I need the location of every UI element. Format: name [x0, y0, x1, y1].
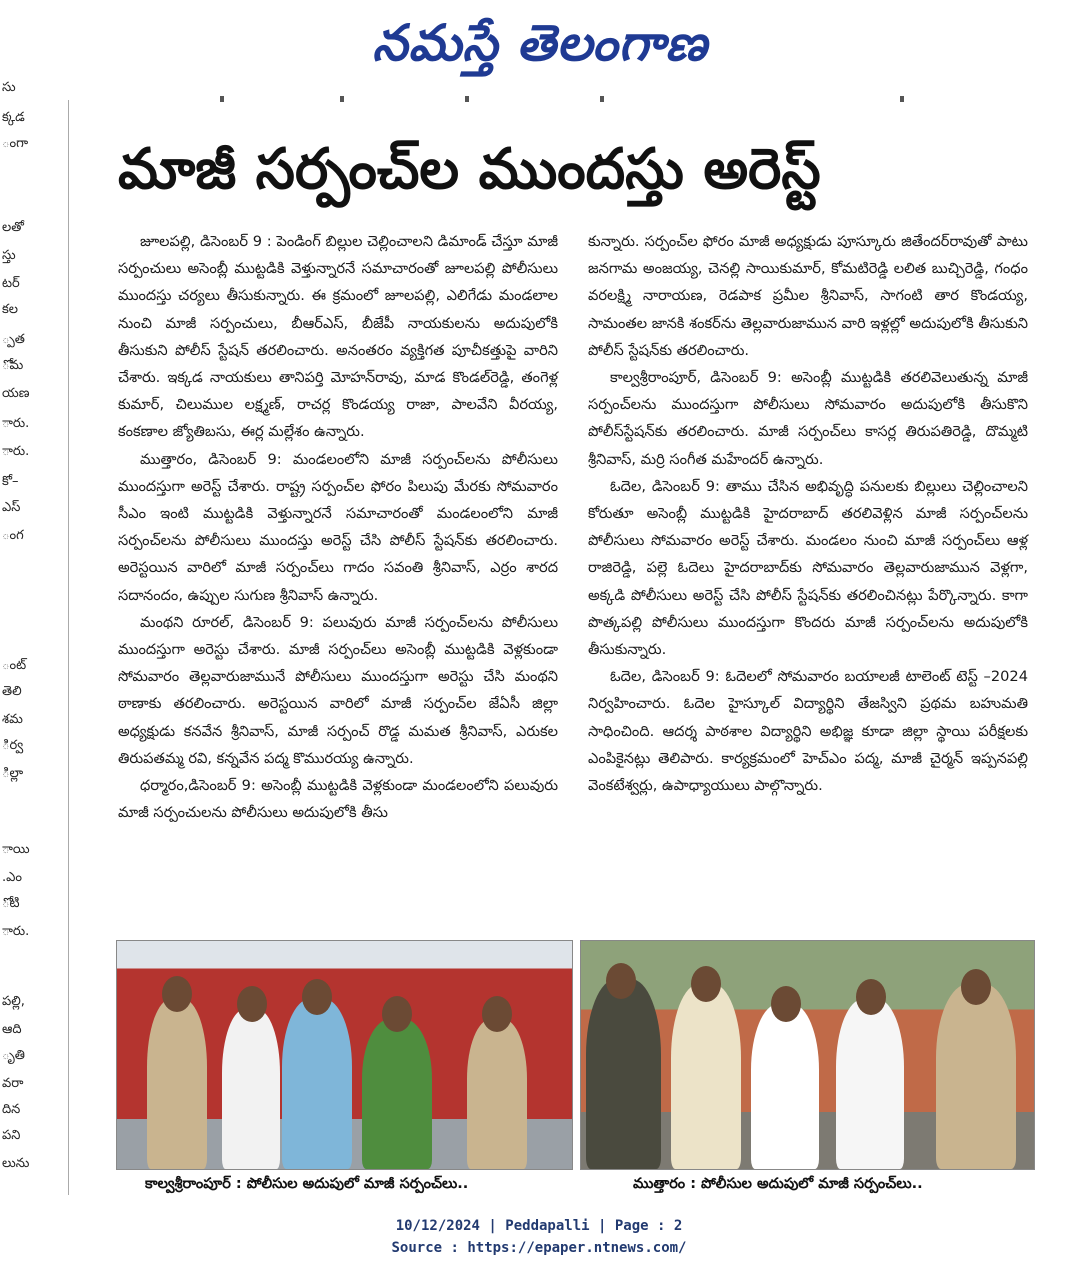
edge-text-fragment: ృతి	[2, 1048, 25, 1063]
edge-text-fragment: కల	[2, 302, 19, 317]
edge-text-fragment: వరా	[2, 1076, 24, 1091]
photo-mutharam	[580, 940, 1035, 1170]
edge-text-fragment: ిర్వ	[2, 738, 24, 753]
edge-text-fragment: స్తు	[2, 248, 16, 263]
article-paragraph: ధర్మారం,డిసెంబర్‌ 9: అసెంబ్లీ ముట్టడికి వెళ్లకుండా మండలంలోని పలువురు మాజీ సర్పంచులను పోలీసులు అదుపులోకి తీసు	[118, 777, 558, 822]
edge-text-fragment: ్పత	[2, 332, 25, 347]
edge-text-fragment: టర్	[2, 276, 20, 291]
article-right-column	[588, 228, 1028, 799]
top-marks	[220, 96, 920, 104]
photo-kalvasrirampur	[116, 940, 573, 1170]
edge-text-fragment: కో–	[2, 474, 19, 489]
edge-text-fragment: క్కడ	[2, 110, 25, 125]
edge-text-fragment: పల్లి,	[2, 994, 25, 1009]
previous-article-edge	[0, 80, 62, 1200]
edge-text-fragment: ారు.	[2, 444, 30, 459]
edge-text-fragment: ంట్	[2, 658, 27, 673]
edge-text-fragment: ఎస్	[2, 500, 21, 515]
article-headline: మాజీ సర్పంచ్‌ల ముందస్తు అరెస్ట్‌	[118, 137, 821, 202]
edge-text-fragment: ఆది	[2, 1022, 22, 1037]
footer-date-page: 10/12/2024 | Peddapalli | Page : 2	[395, 1218, 683, 1234]
edge-text-fragment: ోటి	[2, 896, 20, 911]
edge-text-fragment: .ఎం	[2, 870, 22, 885]
edge-text-fragment: తెలి	[2, 684, 22, 699]
edge-text-fragment: ోమ	[2, 358, 24, 373]
article-paragraph: కున్నారు. సర్పంచ్‌ల ఫోరం మాజీ అధ్యక్షుడు పూస్కూరు జితేందర్‌రావుతో పాటు జనగామ అంజయ్య, చెనల్లి సాయికుమార్‌, కోమటిరెడ్డి లలిత బుచ్చిరెడ్డి, గంధం వరలక్ష్మి నారాయణ, రెడపాక ప్రమీల శ్రీనివాస్‌, సాగంటి తార కొండయ్య, సామంతల జానకి శంకర్‌ను తెల్లవారుజామున వారి ఇళ్లల్లో అదుపులోకి తీసుకుని పోలీస్‌ స్టేషన్‌కు తరలించారు.	[588, 233, 1028, 359]
edge-text-fragment: ాయి	[2, 842, 30, 857]
edge-text-fragment: దిన	[2, 1102, 21, 1117]
article-paragraph: ఓదెల, డిసెంబర్‌ 9: తాము చేసిన అభివృద్ధి పనులకు బిల్లులు చెల్లించాలని కోరుతూ అసెంబ్లీ ముట్టడికి హైదరాబాద్‌ తరలివెళ్లిన మాజీ సర్పంచ్‌లను పోలీసులు సోమవారం అరెస్ట్‌ చేశారు. మండలం నుంచి మాజీ సర్పంచ్‌లు ఆళ్ల రాజిరెడ్డి, పల్లె ఓదెలు హైదరాబాద్‌కు సోమవారం తెల్లవారుజామున వెళ్లగా, అక్కడి పోలీసులు అరెస్ట్‌ చేసి పోలీస్‌ స్టేషన్‌కు తరలించినట్లు పేర్కొన్నారు. కాగా పొత్కపల్లి పోలీసులు ముందస్తుగా కొందరు మాజీ సర్పంచ్‌లను అదుపులోకి తీసుకున్నారు.	[588, 477, 1028, 659]
edge-text-fragment: ంగా	[2, 136, 29, 151]
article-left-column	[118, 228, 558, 826]
edge-text-fragment: ారు.	[2, 416, 30, 431]
footer-source-link[interactable]: Source : https://epaper.ntnews.com/	[391, 1240, 687, 1256]
edge-text-fragment: లును	[2, 1156, 30, 1171]
column-divider	[68, 100, 69, 1195]
edge-text-fragment: యణ	[2, 386, 30, 401]
edge-text-fragment: ిల్లా	[2, 766, 24, 781]
edge-text-fragment: ంగ	[2, 528, 24, 543]
edge-text-fragment: పని	[2, 1128, 21, 1143]
article-paragraph: మంథని రూరల్‌, డిసెంబర్‌ 9: పలువురు మాజీ సర్పంచ్‌లను పోలీసులు ముందస్తుగా అరెస్టు చేశారు. మాజీ సర్పంచ్‌లు అసెంబ్లీ ముట్టడికి వెళ్లకుండా సోమవారం తెల్లవారుజామునే పోలీసులు ముందస్తుగా అరెస్టు చేసి మంథని ఠాణాకు తరలించారు. అరెస్టయిన వారిలో మాజీ సర్పంచ్‌ల జేఏసీ జిల్లా అధ్యక్షుడు కనవేన శ్రీనివాస్‌, మాజీ సర్పంచ్‌ రొడ్డ మమత శ్రీనివాస్‌, ఎరుకల తిరుపతమ్మ రవి, కన్నవేన పద్మ కొమురయ్య ఉన్నారు.	[118, 613, 558, 767]
article-paragraph: కాల్వశ్రీరాంపూర్‌, డిసెంబర్‌ 9: అసెంబ్లీ ముట్టడికి తరలివెలుతున్న మాజీ సర్పంచ్‌లను ముందస్తుగా పోలీసులు సోమవారం అదుపులోకి తీసుకొని పోలీస్‌స్టేషన్‌కు తరలించారు. మాజీ సర్పంచ్‌లు కాసర్ల తిరుపతిరెడ్డి, దొమ్మటి శ్రీనివాస్‌, మర్రి సంగీత మహేందర్‌ ఉన్నారు.	[588, 369, 1028, 468]
article-paragraph: జూలపల్లి, డిసెంబర్‌ 9 : పెండింగ్‌ బిల్లుల చెల్లించాలని డిమాండ్‌ చేస్తూ మాజీ సర్పంచులు అసెంబ్లీ ముట్టడికి వెళ్తున్నారనే సమాచారంతో జూలపల్లి పోలీసులు ముందస్తు చర్యలు తీసుకున్నారు. ఈ క్రమంలో జూలపల్లి, ఎలిగేడు మండలాల నుంచి మాజీ సర్పంచులు, బీఆర్‌ఎస్‌, బీజేపీ నాయకులను అదుపులోకి తీసుకుని పోలీస్‌ స్టేషన్‌ తరలించారు. అనంతరం వ్యక్తిగత పూచీకత్తుపై వారిని చేశారు. ఇక్కడ నాయకులు తానిపర్తి మోహన్‌రావు, మాడ కొండల్‌రెడ్డి, తంగెళ్ల కుమార్‌, చిలుముల లక్ష్మణ్‌, రాచర్ల కొండయ్య రాజా, పాలవేని వీరయ్య, కంకణాల జ్యోతిబసు, ఈర్ల మల్లేశం ఉన్నారు.	[118, 233, 558, 441]
newspaper-masthead	[330, 8, 750, 78]
edge-text-fragment: సు	[2, 80, 16, 95]
photo-caption-left: కాల్వశ్రీరాంపూర్‌ : పోలీసుల అదుపులో మాజీ సర్పంచ్‌లు..	[145, 1176, 469, 1192]
article-paragraph: ముత్తారం, డిసెంబర్‌ 9: మండలంలోని మాజీ సర్పంచ్‌లను పోలీసులు ముందస్తుగా అరెస్ట్‌ చేశారు. రాష్ట్ర సర్పంచ్‌ల ఫోరం పిలుపు మేరకు సోమవారం సీఎం ఇంటి ముట్టడికి వెళ్తున్నారనే సమాచారంతో మండలంలోని మాజీ సర్పంచ్‌లను పోలీసులు ముందస్తు అరెస్ట్‌ చేసి పోలీస్‌ స్టేషన్‌కు తరలించారు. అరెస్టయిన వారిలో మాజీ సర్పంచ్‌లు గాదం సవంతి శ్రీనివాస్‌, ఎర్రం శారద సదానందం, ఉప్పుల సుగుణ శ్రీనివాస్‌ ఉన్నారు.	[118, 450, 558, 604]
edge-text-fragment: శమ	[2, 712, 23, 727]
edge-text-fragment: లతో	[2, 220, 24, 235]
photo-caption-right: ముత్తారం : పోలీసుల అదుపులో మాజీ సర్పంచ్‌లు..	[633, 1176, 923, 1192]
edge-text-fragment: ారు.	[2, 924, 30, 939]
masthead-title: నమస్తే తెలంగాణ	[372, 14, 708, 72]
article-paragraph: ఓదెల, డిసెంబర్‌ 9: ఓదెలలో సోమవారం బయాలజీ టాలెంట్‌ టెస్ట్‌ –2024 నిర్వహించారు. ఓదెల హైస్కూల్‌ విద్యార్థిని తేజస్విని ప్రథమ బహుమతి సాధించింది. ఆదర్శ పాఠశాల విద్యార్థిని అభిజ్ఞ కూడా జిల్లా స్థాయి పరీక్షలకు ఎంపికైనట్లు తెలిపారు. కార్యక్రమంలో హెచ్‌ఎం పద్మ, మాజీ చైర్మన్‌ ఇప్పనపల్లి వెంకటేశ్వర్లు, ఉపాధ్యాయులు పాల్గొన్నారు.	[588, 668, 1028, 795]
